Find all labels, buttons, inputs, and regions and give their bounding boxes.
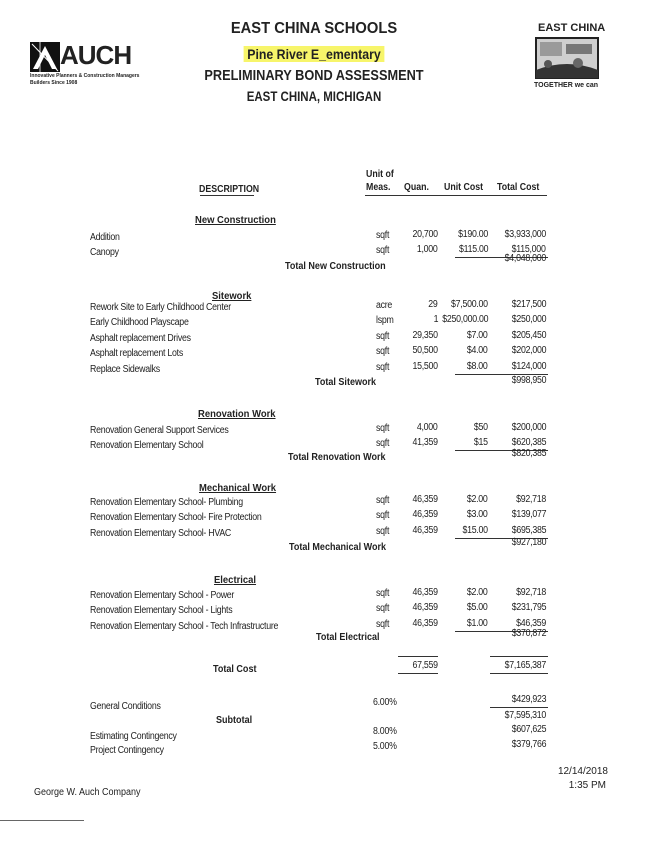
item-total: $217,500 <box>511 299 546 310</box>
section-title: Renovation Work <box>198 408 276 420</box>
item-quantity: 29 <box>428 299 438 310</box>
project-contingency-value: $379,766 <box>511 739 546 750</box>
footer-line <box>0 820 84 821</box>
item-quantity: 1 <box>433 314 438 326</box>
col-description: DESCRIPTION <box>199 184 260 195</box>
section-total-value: $820,385 <box>511 448 546 459</box>
project-contingency-pct: 5.00% <box>373 741 397 752</box>
item-total: $231,795 <box>511 602 546 614</box>
item-total: $202,000 <box>511 345 546 357</box>
general-conditions-label: General Conditions <box>90 701 161 712</box>
document-title: EAST CHINA SCHOOLS <box>230 20 398 37</box>
grand-total-quan-rule-2 <box>398 673 438 674</box>
item-unit: sqft <box>376 330 390 342</box>
item-unit-cost: $8.00 <box>467 360 488 372</box>
item-description: Replace Sidewalks <box>90 363 160 375</box>
item-unit: sqft <box>376 618 390 630</box>
item-unit: sqft <box>376 245 390 257</box>
auch-tagline-1: Innovative Planners & Construction Managers <box>30 73 140 79</box>
section-total-label: Total Electrical <box>316 631 380 643</box>
item-unit: sqft <box>376 495 390 506</box>
school-name-highlight: Pine River E_ementary <box>244 46 385 62</box>
estimating-contingency-pct: 8.00% <box>373 726 397 737</box>
item-quantity: 4,000 <box>417 422 438 433</box>
item-total: $695,385 <box>511 524 546 536</box>
estimating-contingency-value: $607,625 <box>511 724 546 735</box>
item-unit-cost: $4.00 <box>467 345 488 357</box>
section-title: Mechanical Work <box>199 482 277 494</box>
item-total: $92,718 <box>516 587 546 598</box>
item-total: $139,077 <box>511 509 546 521</box>
footer-date: 12/14/2018 <box>557 766 608 777</box>
grand-total-quan-rule <box>398 656 438 657</box>
item-quantity: 46,359 <box>412 524 438 536</box>
general-conditions-value: $429,923 <box>511 694 546 705</box>
item-unit-cost: $3.00 <box>467 509 488 521</box>
item-unit: sqft <box>376 346 390 358</box>
item-quantity: 15,500 <box>412 360 438 372</box>
item-unit-cost: $1.00 <box>467 617 488 629</box>
item-quantity: 41,359 <box>412 437 438 449</box>
east-china-tagline: TOGETHER we can <box>534 82 599 89</box>
item-unit: sqft <box>376 361 390 373</box>
section-title: Electrical <box>214 574 257 586</box>
section-total-value: $998,950 <box>511 375 546 386</box>
col-unit-line1: Unit of <box>366 169 394 180</box>
item-unit-cost: $2.00 <box>467 494 488 505</box>
section-title: Sitework <box>212 290 252 302</box>
item-description: Addition <box>90 232 120 243</box>
item-quantity: 50,500 <box>412 345 438 357</box>
item-unit-cost: $15 <box>474 437 488 449</box>
item-total: $205,450 <box>511 329 546 341</box>
section-total-label: Total New Construction <box>285 260 386 272</box>
item-quantity: 46,359 <box>412 587 438 598</box>
item-description: Renovation Elementary School <box>90 440 204 452</box>
header-underline <box>200 195 254 196</box>
item-unit-cost: $5.00 <box>467 602 488 614</box>
item-unit-cost: $7.00 <box>467 329 488 341</box>
section-total-label: Total Sitework <box>315 376 377 388</box>
item-unit-cost: $2.00 <box>467 587 488 598</box>
item-total: $200,000 <box>511 422 546 433</box>
item-description: Canopy <box>90 247 119 259</box>
item-description: Renovation General Support Services <box>90 425 229 436</box>
item-unit: sqft <box>376 438 390 450</box>
item-unit-cost: $50 <box>474 422 488 433</box>
assessment-title: PRELIMINARY BOND ASSESSMENT <box>204 67 424 84</box>
item-unit: sqft <box>376 525 390 537</box>
item-quantity: 46,359 <box>412 617 438 629</box>
location: EAST CHINA, MICHIGAN <box>246 89 382 104</box>
item-total: $46,359 <box>516 617 546 629</box>
estimating-contingency-label: Estimating Contingency <box>90 731 177 742</box>
subtotal-rule <box>490 707 548 708</box>
east-china-logo-image-icon <box>534 36 600 80</box>
item-unit: sqft <box>376 423 390 434</box>
item-total: $3,933,000 <box>504 229 546 240</box>
section-total-value: $370,872 <box>511 628 546 639</box>
item-unit-cost: $190.00 <box>458 229 488 240</box>
item-quantity: 46,359 <box>412 602 438 614</box>
item-description: Renovation Elementary School - Power <box>90 590 235 601</box>
item-unit-cost: $115.00 <box>458 244 488 256</box>
footer-time: 1:35 PM <box>568 780 606 791</box>
item-unit-cost: $7,500.00 <box>451 299 488 310</box>
grand-total-label: Total Cost <box>213 663 257 675</box>
section-total-label: Total Renovation Work <box>288 451 386 463</box>
col-quan: Quan. <box>404 182 429 193</box>
item-unit: sqft <box>376 603 390 615</box>
col-total-cost: Total Cost <box>497 182 540 193</box>
item-total: $124,000 <box>511 360 546 372</box>
item-unit: sqft <box>376 588 390 599</box>
footer-company: George W. Auch Company <box>34 787 141 798</box>
item-description: Renovation Elementary School- HVAC <box>90 527 232 539</box>
school-name <box>38 46 591 62</box>
auch-logo-text: AUCH <box>60 40 132 70</box>
item-unit: acre <box>376 300 393 311</box>
item-unit: sqft <box>376 510 390 522</box>
section-total-value: $4,048,000 <box>504 253 546 264</box>
item-quantity: 46,359 <box>412 494 438 505</box>
item-description: Asphalt replacement Lots <box>90 348 183 360</box>
item-description: Rework Site to Early Childhood Center <box>90 302 231 313</box>
item-total: $620,385 <box>511 437 546 449</box>
item-description: Asphalt replacement Drives <box>90 332 191 344</box>
grand-total-rule <box>490 656 548 657</box>
subtotal-value: $7,595,310 <box>504 710 546 721</box>
subtotal-label: Subtotal <box>216 714 253 726</box>
item-total: $115,000 <box>512 244 546 256</box>
grand-total-rule-2 <box>490 673 548 674</box>
item-description: Renovation Elementary School - Tech Infrastructure <box>90 620 279 632</box>
east-china-logo <box>534 22 606 94</box>
item-total: $250,000 <box>511 314 546 326</box>
auch-tagline-2: Builders Since 1908 <box>30 80 78 86</box>
header-underline-right <box>365 195 547 196</box>
item-quantity: 29,350 <box>412 329 438 341</box>
item-quantity: 46,359 <box>412 509 438 521</box>
item-unit-cost: $15.00 <box>462 524 488 536</box>
item-total: $92,718 <box>516 494 546 505</box>
general-conditions-pct: 6.00% <box>373 697 397 708</box>
item-quantity: 20,700 <box>412 229 438 240</box>
item-description: Renovation Elementary School - Lights <box>90 605 233 617</box>
grand-total-quan: 67,559 <box>412 660 438 671</box>
item-description: Renovation Elementary School- Plumbing <box>90 497 243 508</box>
grand-total-value: $7,165,387 <box>504 660 546 671</box>
item-description: Early Childhood Playscape <box>90 317 189 329</box>
item-unit-cost: $250,000.00 <box>441 314 488 326</box>
section-total-label: Total Mechanical Work <box>289 541 387 553</box>
section-title: New Construction <box>195 214 276 226</box>
east-china-logo-title: EAST CHINA <box>538 22 606 34</box>
item-unit: lspm <box>376 315 394 327</box>
section-total-value: $927,180 <box>511 537 546 548</box>
item-quantity: 1,000 <box>417 244 438 256</box>
item-unit: sqft <box>376 230 390 241</box>
col-unit-cost: Unit Cost <box>444 182 484 193</box>
project-contingency-label: Project Contingency <box>90 745 164 756</box>
col-unit-line2: Meas. <box>366 182 391 193</box>
item-description: Renovation Elementary School- Fire Protection <box>90 512 262 524</box>
